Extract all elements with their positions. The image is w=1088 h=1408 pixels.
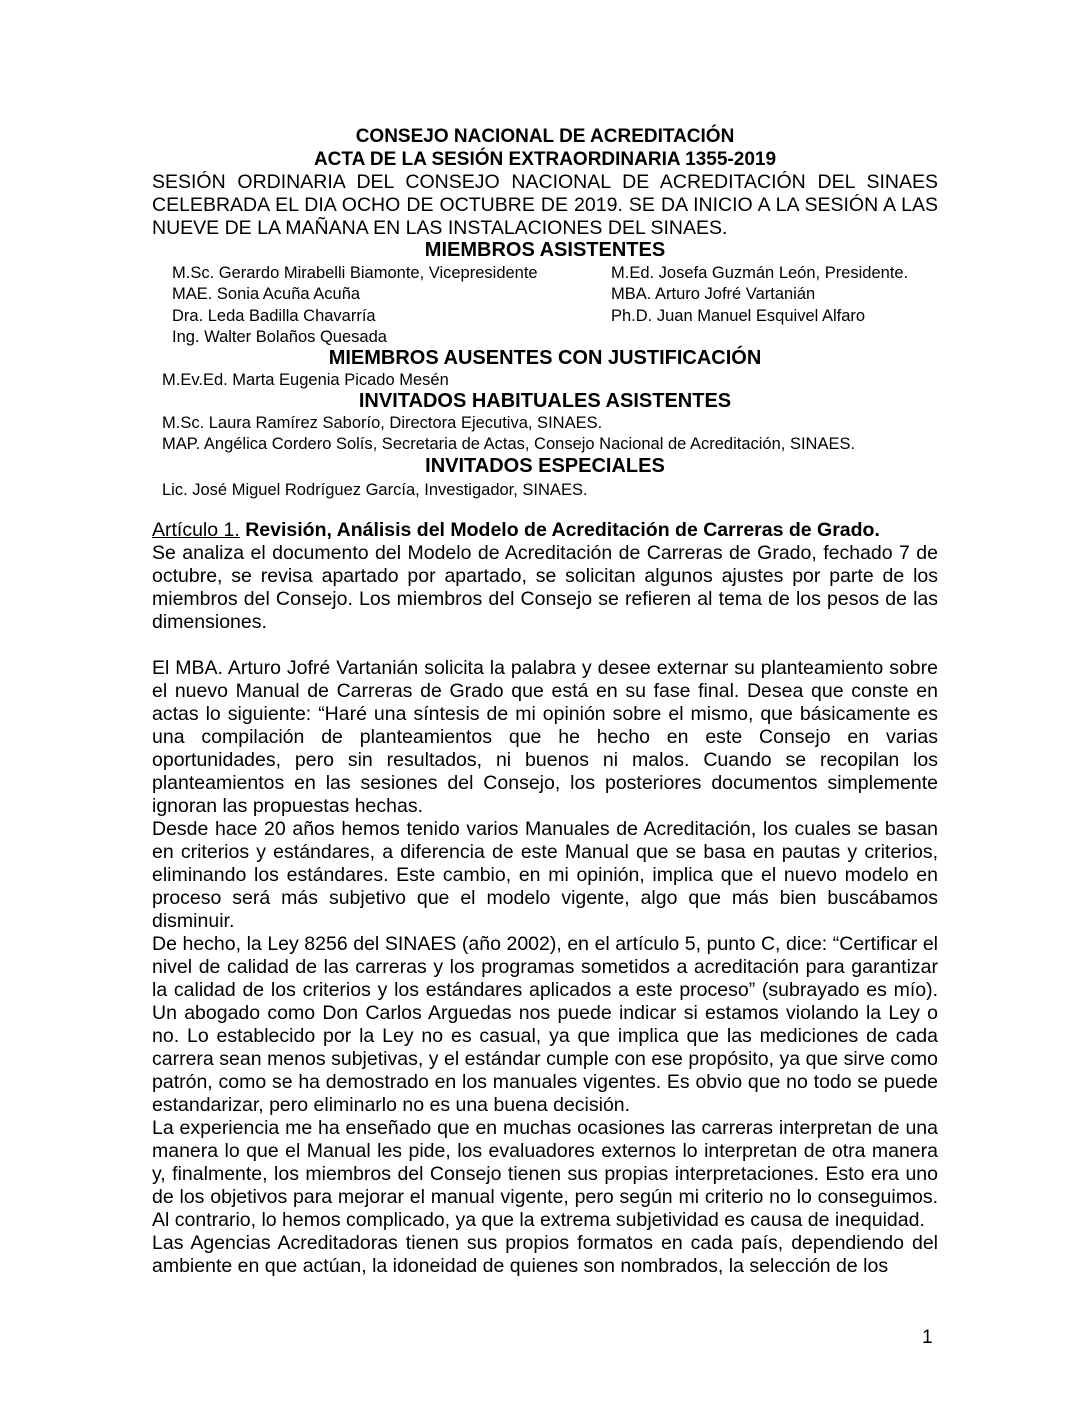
document-title: CONSEJO NACIONAL DE ACREDITACIÓN <box>355 126 735 147</box>
session-intro-text: SESIÓN ORDINARIA DEL CONSEJO NACIONAL DE ACREDITACIÓN DEL SINAES CELEBRADA EL DIA OCHO DE OCTUBRE DE 2019. SE DA INICIO A LA SESIÓN A LAS NUEVE DE LA MAÑANA EN LAS INSTALACIONES DEL SINAES. <box>152 171 938 239</box>
attendee-right-1: M.Ed. Josefa Guzmán León, Presidente. <box>611 264 909 282</box>
attendee-left-2: MAE. Sonia Acuña Acuña <box>172 285 361 303</box>
session-intro <box>152 171 938 240</box>
article-paragraph-6: Las Agencias Acreditadoras tienen sus propios formatos en cada país, dependiendo del ambiente en que actúan, la idoneidad de quienes son nombrados, la selección de los <box>152 1232 938 1277</box>
guests-heading: INVITADOS HABITUALES ASISTENTES <box>358 390 732 412</box>
article-1 <box>152 519 938 1278</box>
special-guests-heading: INVITADOS ESPECIALES <box>425 455 665 477</box>
special-guest-1: Lic. José Miguel Rodríguez García, Investigador, SINAES. <box>162 481 588 499</box>
article-label: Artículo 1. <box>152 519 240 541</box>
page-number: 1 <box>922 1327 933 1348</box>
document-subtitle: ACTA DE LA SESIÓN EXTRAORDINARIA 1355-2019 <box>313 149 777 170</box>
attendee-right-2: MBA. Arturo Jofré Vartanián <box>611 285 816 303</box>
article-title: Revisión, Análisis del Modelo de Acreditación de Carreras de Grado. <box>245 519 880 541</box>
absent-heading: MIEMBROS AUSENTES CON JUSTIFICACIÓN <box>328 347 762 369</box>
article-paragraph-4: De hecho, la Ley 8256 del SINAES (año 2002), en el artículo 5, punto C, dice: “Certificar el nivel de calidad de las carreras y los programas sometidos a acreditación para garantizar la calidad de los criterios y los estándares aplicados a este proceso” (subrayado es mío). Un abogado como Don Carlos Arguedas nos puede indicar si estamos violando la Ley o no. Lo establecido por la Ley no es casual, ya que implica que las mediciones de cada carrera sean menos subjetivas, y el estándar cumple con ese propósito, ya que sirve como patrón, como se ha demostrado en los manuales vigentes. Es obvio que no todo se puede estandarizar, pero eliminarlo no es una buena decisión. <box>152 933 938 1116</box>
guest-2: MAP. Angélica Cordero Solís, Secretaria de Actas, Consejo Nacional de Acreditación, SINAES. <box>162 435 856 453</box>
article-paragraph-5: La experiencia me ha enseñado que en muchas ocasiones las carreras interpretan de una manera lo que el Manual les pide, los evaluadores externos lo interpretan de otra manera y, finalmente, los miembros del Consejo tienen sus propias interpretaciones. Esto era uno de los objetivos para mejorar el manual vigente, pero según mi criterio no lo conseguimos. Al contrario, lo hemos complicado, ya que la extrema subjetividad es causa de inequidad. <box>152 1117 938 1231</box>
article-paragraph-3: Desde hace 20 años hemos tenido varios Manuales de Acreditación, los cuales se basan en criterios y estándares, a diferencia de este Manual que se basa en pautas y criterios, eliminando los estándares. Este cambio, en mi opinión, implica que el nuevo modelo en proceso será más subjetivo que el modelo vigente, algo que más bien buscábamos disminuir. <box>152 818 938 932</box>
absent-member: M.Ev.Ed. Marta Eugenia Picado Mesén <box>162 371 449 389</box>
attendee-left-4: Ing. Walter Bolaños Quesada <box>172 328 387 346</box>
article-paragraph-2: El MBA. Arturo Jofré Vartanián solicita la palabra y desee externar su planteamiento sobre el nuevo Manual de Carreras de Grado que está en su fase final. Desea que conste en actas lo siguiente: “Haré una síntesis de mi opinión sobre el mismo, que básicamente es una compilación de planteamientos que he hecho en este Consejo en varias oportunidades, pero sin resultados, ni buenos ni malos. Cuando se recopilan los planteamientos en las sesiones del Consejo, los posteriores documentos simplemente ignoran las propuestas hechas. <box>152 657 938 817</box>
attendees-heading: MIEMBROS ASISTENTES <box>424 239 666 261</box>
attendee-left-1: M.Sc. Gerardo Mirabelli Biamonte, Vicepresidente <box>172 264 538 282</box>
article-paragraph-1: Se analiza el documento del Modelo de Acreditación de Carreras de Grado, fechado 7 de octubre, se revisa apartado por apartado, se solicitan algunos ajustes por parte de los miembros del Consejo. Los miembros del Consejo se refieren al tema de los pesos de las dimensiones. <box>152 542 938 633</box>
article-heading <box>152 519 938 542</box>
guest-1: M.Sc. Laura Ramírez Saborío, Directora Ejecutiva, SINAES. <box>162 414 603 432</box>
paragraph-spacer <box>152 634 938 657</box>
attendee-left-3: Dra. Leda Badilla Chavarría <box>172 307 376 325</box>
attendee-right-3: Ph.D. Juan Manuel Esquivel Alfaro <box>611 307 866 325</box>
